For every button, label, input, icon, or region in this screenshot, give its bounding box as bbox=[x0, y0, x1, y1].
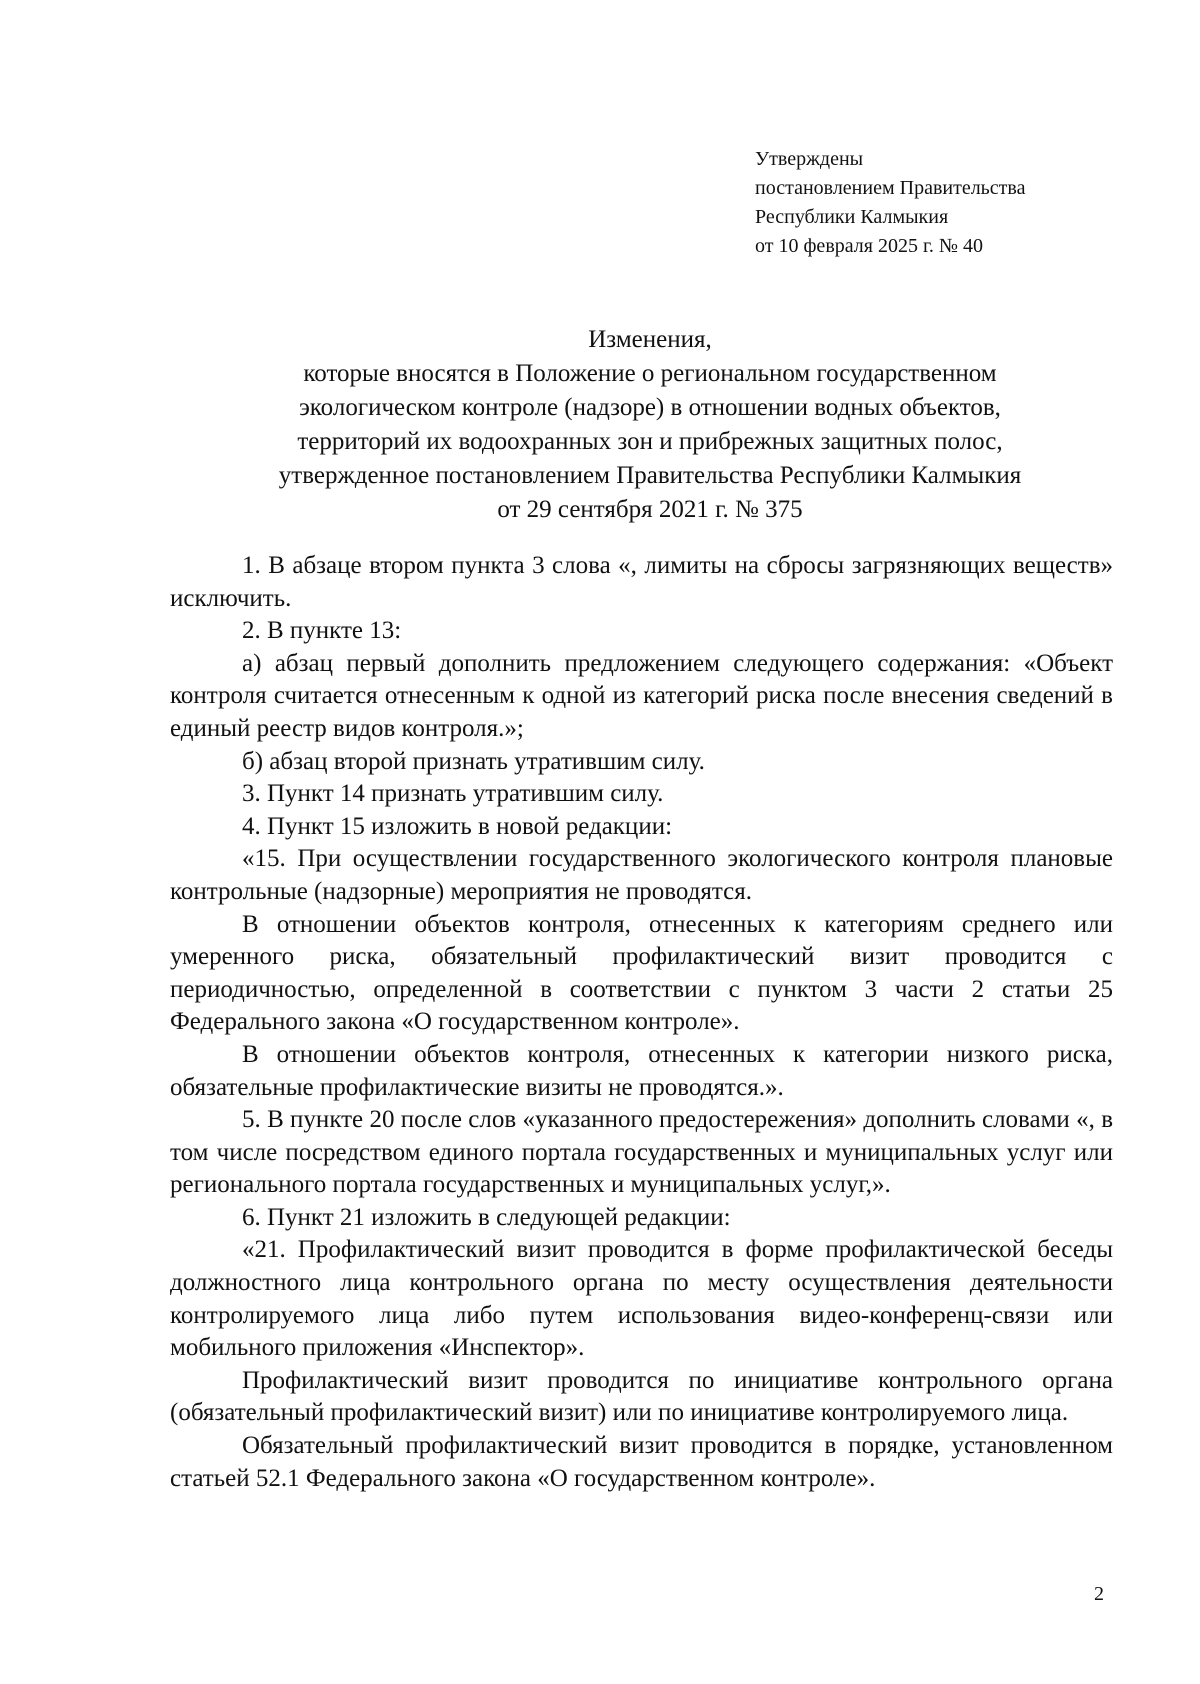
approval-date-line: от 10 февраля 2025 г. № 40 bbox=[755, 235, 984, 257]
paragraph-quote-21-part2: Профилактический визит проводится по инициативе контрольного органа (обязательный профилактический визит) или по инициативе контролируемого лица. bbox=[170, 1366, 1113, 1427]
paragraph-item-1: 1. В абзаце втором пункта 3 слова «, лимиты на сбросы загрязняющих веществ» исключить. bbox=[170, 552, 1113, 612]
title-line: которые вносятся в Положение о региональном государственном bbox=[303, 360, 997, 387]
paragraph-quote-21: «21. Профилактический визит проводится в форме профилактической беседы должностного лица контрольного органа по месту осуществления деятельности контролируемого лица либо путем использования видео-конференц-связи или мобильного приложения «Инспектор». bbox=[170, 1236, 1113, 1362]
paragraph-quote-15-part2: В отношении объектов контроля, отнесенных к категориям среднего или умеренного риска, обязательный профилактический визит проводится с периодичностью, определенной в соответствии с пунктом 3 части 2 статьи 25 Федерального закона «О государственном контроле». bbox=[170, 910, 1113, 1036]
paragraph-quote-15: «15. При осуществлении государственного экологического контроля плановые контрольные (надзорные) мероприятия не проводятся. bbox=[170, 845, 1113, 905]
paragraph-item-2: 2. В пункте 13: bbox=[242, 617, 402, 645]
page-number: 2 bbox=[1094, 1583, 1104, 1605]
paragraph-subitem-b: б) абзац второй признать утратившим силу. bbox=[242, 747, 705, 775]
title-line: территорий их водоохранных зон и прибрежных защитных полос, bbox=[297, 428, 1003, 455]
paragraph-item-5: 5. В пункте 20 после слов «указанного предостережения» дополнить словами «, в том числе посредством единого портала государственных и муниципальных услуг или регионального портала государственных и муниципальных услуг,». bbox=[170, 1106, 1113, 1199]
paragraph-quote-21-part3: Обязательный профилактический визит проводится в порядке, установленном статьей 52.1 Федерального закона «О государственном контроле». bbox=[170, 1432, 1113, 1492]
approval-line: Республики Калмыкия bbox=[755, 206, 949, 228]
title-heading: Изменения, bbox=[588, 326, 712, 353]
document-title bbox=[170, 323, 1130, 527]
paragraph-item-3: 3. Пункт 14 признать утратившим силу. bbox=[242, 780, 664, 808]
approval-line: Утверждены bbox=[755, 148, 864, 170]
approval-stamp bbox=[755, 145, 1025, 261]
paragraph-item-6: 6. Пункт 21 изложить в следующей редакции: bbox=[242, 1203, 731, 1231]
approval-line: постановлением Правительства bbox=[755, 177, 1026, 199]
paragraph-item-4: 4. Пункт 15 изложить в новой редакции: bbox=[242, 812, 673, 840]
title-line: от 29 сентября 2021 г. № 375 bbox=[497, 496, 803, 523]
document-body bbox=[170, 550, 1113, 1495]
title-line: утвержденное постановлением Правительства Республики Калмыкия bbox=[278, 462, 1022, 489]
paragraph-quote-15-part3: В отношении объектов контроля, отнесенных к категории низкого риска, обязательные профилактические визиты не проводятся.». bbox=[170, 1040, 1113, 1101]
paragraph-subitem-a: а) абзац первый дополнить предложением следующего содержания: «Объект контроля считается отнесенным к одной из категорий риска после внесения сведений в единый реестр видов контроля.»; bbox=[170, 649, 1113, 742]
title-line: экологическом контроле (надзоре) в отношении водных объектов, bbox=[299, 394, 1001, 421]
